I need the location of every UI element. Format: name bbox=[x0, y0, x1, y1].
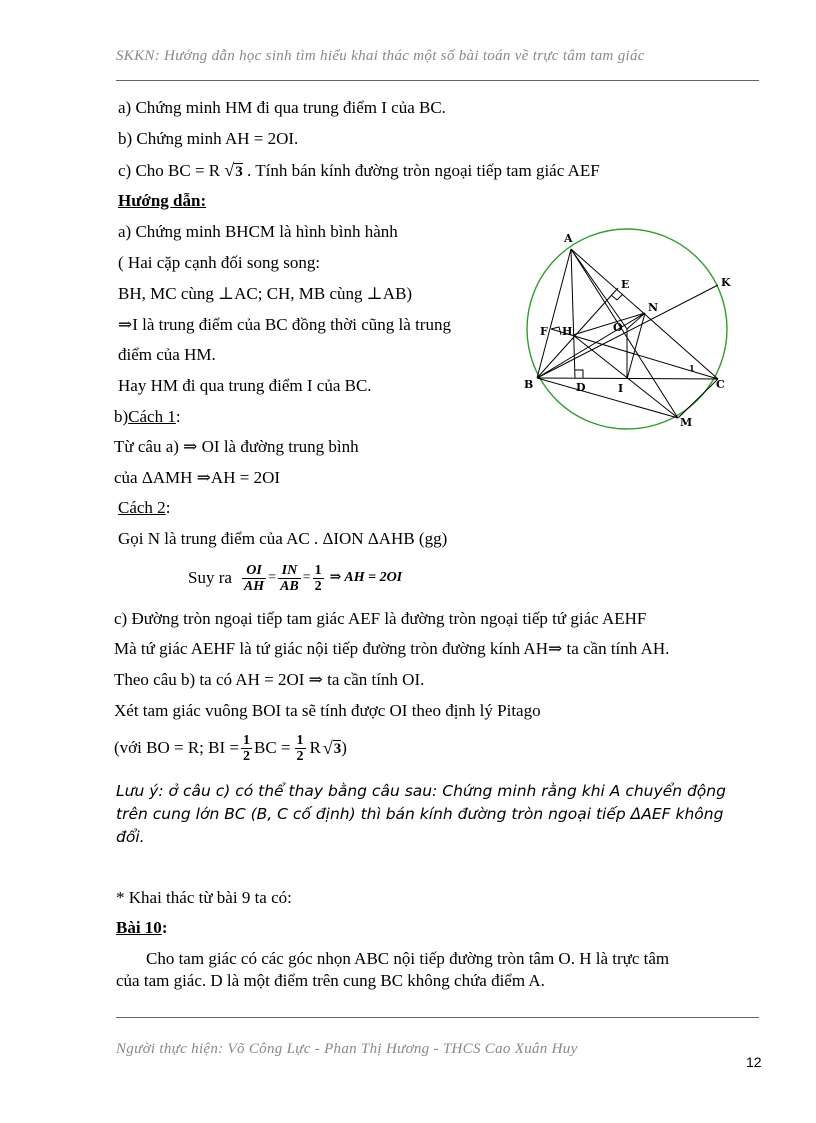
footer-rule bbox=[116, 1017, 759, 1018]
note-line-3: đổi. bbox=[116, 828, 145, 846]
fraction-one-half-num: 1 bbox=[314, 562, 322, 578]
guide-b-cach2-heading bbox=[118, 497, 170, 519]
extension-title-colon: : bbox=[161, 918, 168, 937]
problem-part-c-sqrt: 3 bbox=[235, 164, 243, 180]
label-n: N bbox=[648, 301, 659, 314]
fraction-in-ab-num: IN bbox=[278, 563, 301, 579]
guide-a-line-1: a) Chứng minh BHCM là hình bình hành bbox=[118, 222, 398, 241]
extension-paragraph-2: của tam giác. D là một điểm trên cung BC không chứa điểm A. bbox=[116, 971, 545, 990]
label-m: M bbox=[680, 416, 693, 429]
guide-a-line-3: BH, MC cùng ⊥AC; CH, MB cùng ⊥AB) bbox=[118, 284, 413, 303]
guide-a-line-2: ( Hai cặp cạnh đối song song: bbox=[118, 253, 321, 272]
suy-ra-label: Suy ra bbox=[188, 568, 232, 587]
geometry-figure bbox=[515, 225, 745, 435]
label-b: B bbox=[524, 378, 534, 391]
segment-cm bbox=[678, 379, 718, 418]
extension-title-text: Bài 10 bbox=[116, 918, 162, 937]
fraction-oi-ah-den: AH bbox=[243, 578, 265, 594]
fraction-in-ab-den: AB bbox=[280, 578, 299, 594]
guide-c-line-1: c) Đường tròn ngoại tiếp tam giác AEF là đường tròn ngoại tiếp tứ giác AEHF bbox=[114, 609, 647, 628]
fraction-oi-ah bbox=[242, 563, 266, 594]
right-angle-e bbox=[611, 294, 623, 300]
fraction-half-2-num: 1 bbox=[296, 732, 304, 748]
extension-title bbox=[116, 917, 167, 939]
label-e: E bbox=[621, 278, 630, 291]
extension-paragraph-1: Cho tam giác có các góc nhọn ABC nội tiếp đường tròn tâm O. H là trực tâm bbox=[146, 949, 670, 968]
fraction-in-ab bbox=[278, 563, 301, 594]
guide-b-colon: : bbox=[175, 407, 181, 426]
note-line-2: trên cung lớn BC (B, C cố định) thì bán kính đường tròn ngoại tiếp ΔAEF không bbox=[116, 805, 724, 823]
guide-c-line-3: Theo câu b) ta có AH = 2OI ⇒ ta cần tính OI. bbox=[114, 670, 425, 689]
equals-2: = bbox=[302, 570, 311, 585]
segment-ao bbox=[571, 249, 630, 329]
label-c: C bbox=[716, 378, 725, 391]
result-ah-2oi: ⇒ AH = 2OI bbox=[329, 570, 403, 585]
guide-c5-pre: (với BO = R; BI = bbox=[114, 738, 239, 757]
guide-b-cach1: Cách 1 bbox=[128, 407, 176, 426]
fraction-one-half bbox=[313, 563, 324, 594]
segment-bn bbox=[537, 313, 645, 378]
fraction-half-1 bbox=[241, 733, 252, 764]
sqrt-symbol: √ bbox=[224, 160, 235, 180]
label-o: O bbox=[613, 321, 623, 334]
label-f: F bbox=[540, 325, 548, 338]
label-one: 1 bbox=[689, 363, 695, 373]
note-line-1: Lưu ý: ở câu c) có thể thay bằng câu sau: Chứng minh rằng khi A chuyển động bbox=[116, 782, 726, 800]
extension-intro: * Khai thác từ bài 9 ta có: bbox=[116, 888, 292, 907]
problem-part-c-pre: c) Cho BC = R bbox=[118, 161, 221, 180]
fraction-half-2 bbox=[295, 733, 306, 764]
page-header: SKKN: Hướng dẫn học sinh tìm hiểu khai thác một số bài toán về trực tâm tam giác bbox=[116, 48, 645, 64]
equals-1: = bbox=[268, 570, 277, 585]
segment-ni bbox=[627, 313, 645, 379]
guide-c5-end: ) bbox=[341, 738, 347, 757]
guide-c5-sqrt: 3 bbox=[333, 740, 342, 757]
header-rule bbox=[116, 80, 759, 81]
guide-b-heading bbox=[114, 406, 181, 428]
segment-hm bbox=[573, 335, 678, 418]
fraction-half-1-num: 1 bbox=[242, 732, 250, 748]
sqrt-symbol-2: √ bbox=[322, 738, 333, 758]
right-angle-d bbox=[575, 370, 583, 378]
guide-b-line-1: Từ câu a) ⇒ OI là đường trung bình bbox=[114, 437, 359, 456]
guide-c5-mid: BC = bbox=[253, 738, 291, 757]
problem-part-c-post: . Tính bán kính đường tròn ngoại tiếp tam giác AEF bbox=[247, 161, 600, 180]
guide-a-line-4: ⇒I là trung điểm của BC đồng thời cũng là trung bbox=[118, 315, 451, 334]
guide-heading: Hướng dẫn: bbox=[118, 191, 207, 210]
problem-part-c bbox=[118, 159, 600, 182]
label-d: D bbox=[576, 381, 586, 394]
suy-ra-equation bbox=[188, 558, 402, 598]
label-k: K bbox=[721, 276, 731, 289]
fraction-half-2-den: 2 bbox=[296, 748, 304, 764]
guide-a-line-5: điểm của HM. bbox=[118, 345, 216, 364]
fraction-oi-ah-num: OI bbox=[242, 563, 266, 579]
guide-c-line-4: Xét tam giác vuông BOI ta sẽ tính được OI theo định lý Pitago bbox=[114, 701, 541, 720]
page-number: 12 bbox=[746, 1054, 762, 1070]
guide-c5-r: R bbox=[309, 738, 321, 757]
fraction-half-1-den: 2 bbox=[242, 748, 250, 764]
problem-part-a: a) Chứng minh HM đi qua trung điểm I của BC. bbox=[118, 98, 446, 117]
guide-b-cach2-colon: : bbox=[165, 498, 171, 517]
problem-part-b: b) Chứng minh AH = 2OI. bbox=[118, 129, 299, 148]
guide-c-line-5 bbox=[114, 728, 347, 768]
label-a: A bbox=[564, 232, 573, 245]
guide-b-cach2: Cách 2 bbox=[118, 498, 166, 517]
fraction-one-half-den: 2 bbox=[314, 578, 322, 594]
label-i: I bbox=[618, 382, 624, 395]
guide-b-line-2: của ΔAMH ⇒AH = 2OI bbox=[114, 468, 281, 487]
guide-b-line-3: Gọi N là trung điểm của AC . ΔION ΔAHB (gg) bbox=[118, 529, 448, 548]
footer-author: Người thực hiện: Võ Công Lực - Phan Thị Hương - THCS Cao Xuân Huy bbox=[116, 1041, 578, 1057]
label-h: H bbox=[562, 325, 573, 338]
guide-b-prefix: b) bbox=[114, 407, 129, 426]
segment-hn bbox=[573, 313, 645, 335]
guide-a-line-6: Hay HM đi qua trung điểm I của BC. bbox=[118, 376, 372, 395]
guide-c-line-2: Mà tứ giác AEHF là tứ giác nội tiếp đường tròn đường kính AH⇒ ta cần tính AH. bbox=[114, 639, 670, 658]
